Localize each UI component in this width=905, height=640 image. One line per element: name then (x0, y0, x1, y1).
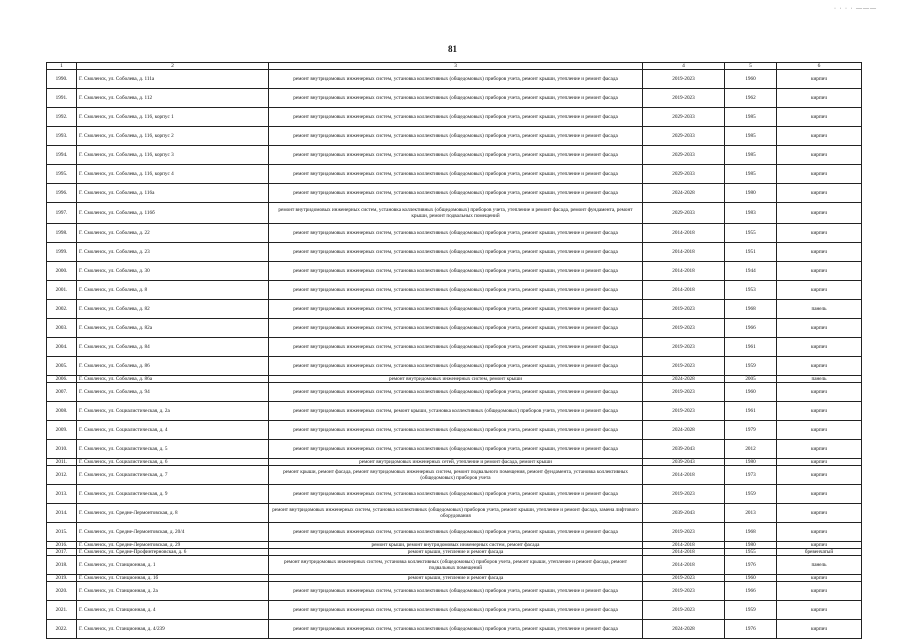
wall-material-cell: кирпич (777, 70, 862, 89)
work-type-cell: ремонт внутридомовых инженерных систем, установка коллективных (общедомовых) приборов учета, ремонт крыши, утепление и ремонт фасада (269, 146, 643, 165)
work-type-cell: ремонт внутридомовых инженерных систем, установка коллективных (общедомовых) приборов учета, ремонт крыши, утепление и ремонт фасада (269, 601, 643, 620)
year-built-cell: 1944 (725, 262, 777, 281)
table-row (47, 338, 862, 357)
address-cell: Г. Смоленск, ул. Станционная, д. 1б (77, 575, 269, 582)
work-type-cell: ремонт внутридомовых инженерных систем, установка коллективных (общедомовых) приборов учета, ремонт крыши, утепление и ремонт фасада (269, 300, 643, 319)
work-type-cell: ремонт крыши, ремонт внутридомовых инженерных систем, ремонт фасада (269, 542, 643, 549)
period-cell: 2014-2018 (643, 542, 725, 549)
row-number: 2014. (47, 504, 77, 523)
address-cell: Г. Смоленск, ул. Социалистическая, д. 6 (77, 459, 269, 466)
year-built-cell: 1966 (725, 582, 777, 601)
period-cell: 2014-2018 (643, 243, 725, 262)
table-row (47, 300, 862, 319)
year-built-cell: 1985 (725, 165, 777, 184)
table-row (47, 127, 862, 146)
row-number: 1998. (47, 224, 77, 243)
period-cell: 2024-2028 (643, 376, 725, 383)
table-row (47, 556, 862, 575)
work-type-cell: ремонт внутридомовых инженерных систем, установка коллективных (общедомовых) приборов учета, ремонт крыши, утепление и ремонт фасада (269, 224, 643, 243)
row-number: 2007. (47, 383, 77, 402)
table-row (47, 601, 862, 620)
work-type-cell: ремонт внутридомовых инженерных систем, установка коллективных (общедомовых) приборов учета, ремонт крыши, утепление и ремонт фасада (269, 523, 643, 542)
wall-material-cell: кирпич (777, 262, 862, 281)
work-type-cell: ремонт внутридомовых инженерных систем, установка коллективных (общедомовых) приборов учета, ремонт крыши, утепление и ремонт фасада (269, 281, 643, 300)
address-cell: Г. Смоленск, ул. Соболева, д. 82 (77, 300, 269, 319)
column-header: 3 (269, 63, 643, 70)
work-type-cell: ремонт внутридомовых инженерных систем, установка коллективных (общедомовых) приборов учета, ремонт крыши, утепление и ремонт фасада (269, 127, 643, 146)
year-built-cell: 1960 (725, 575, 777, 582)
table-row (47, 575, 862, 582)
column-header: 5 (725, 63, 777, 70)
year-built-cell: 1968 (725, 300, 777, 319)
table-row (47, 224, 862, 243)
period-cell: 2029-2033 (643, 127, 725, 146)
table-row (47, 262, 862, 281)
address-cell: Г. Смоленск, ул. Соболева, д. 82а (77, 319, 269, 338)
address-cell: Г. Смоленск, ул. Соболева, д. 116, корпус 4 (77, 165, 269, 184)
work-type-cell: ремонт внутридомовых инженерных систем, установка коллективных (общедомовых) приборов учета, ремонт крыши, утепление и ремонт фасада (269, 243, 643, 262)
row-number: 1992. (47, 108, 77, 127)
wall-material-cell: кирпич (777, 165, 862, 184)
table-row (47, 243, 862, 262)
row-number: 1995. (47, 165, 77, 184)
row-number: 1993. (47, 127, 77, 146)
year-built-cell: 1955 (725, 549, 777, 556)
address-cell: Г. Смоленск, ул. Соболева, д. 86а (77, 376, 269, 383)
year-built-cell: 1980 (725, 184, 777, 203)
year-built-cell: 1953 (725, 281, 777, 300)
work-type-cell: ремонт крыши, утепление и ремонт фасада (269, 549, 643, 556)
year-built-cell: 1985 (725, 127, 777, 146)
row-number: 2009. (47, 421, 77, 440)
address-cell: Г. Смоленск, ул. Соболева, д. 116а (77, 184, 269, 203)
column-header: 1 (47, 63, 77, 70)
address-cell: Г. Смоленск, ул. Соболева, д. 116, корпус 2 (77, 127, 269, 146)
address-cell: Г. Смоленск, ул. Социалистическая, д. 9 (77, 485, 269, 504)
year-built-cell: 1973 (725, 466, 777, 485)
year-built-cell: 1960 (725, 383, 777, 402)
wall-material-cell: панель (777, 376, 862, 383)
table-row (47, 549, 862, 556)
work-type-cell: ремонт внутридомовых инженерных систем, ремонт крыши (269, 376, 643, 383)
period-cell: 2024-2028 (643, 620, 725, 639)
year-built-cell: 1976 (725, 620, 777, 639)
wall-material-cell: кирпич (777, 459, 862, 466)
address-cell: Г. Смоленск, ул. Станционная, д. 2а (77, 582, 269, 601)
table-row (47, 357, 862, 376)
table-row (47, 620, 862, 639)
period-cell: 2019-2023 (643, 601, 725, 620)
table-row (47, 440, 862, 459)
work-type-cell: ремонт внутридомовых инженерных систем, ремонт крыши, установка коллективных (общедомовых) приборов учета, утепление и ремонт фасада (269, 402, 643, 421)
work-type-cell: ремонт внутридомовых инженерных систем, установка коллективных (общедомовых) приборов учета, ремонт крыши, утепление и ремонт фасада (269, 440, 643, 459)
address-cell: Г. Смоленск, ул. Соболева, д. 94 (77, 383, 269, 402)
year-built-cell: 1983 (725, 203, 777, 224)
wall-material-cell: кирпич (777, 338, 862, 357)
period-cell: 2024-2028 (643, 184, 725, 203)
year-built-cell: 1985 (725, 108, 777, 127)
wall-material-cell: кирпич (777, 108, 862, 127)
wall-material-cell: кирпич (777, 575, 862, 582)
period-cell: 2014-2018 (643, 466, 725, 485)
page-number: 81 (448, 44, 457, 54)
address-cell: Г. Смоленск, ул. Соболева, д. 23 (77, 243, 269, 262)
period-cell: 2029-2033 (643, 203, 725, 224)
wall-material-cell: кирпич (777, 203, 862, 224)
address-cell: Г. Смоленск, ул. Соболева, д. 8 (77, 281, 269, 300)
year-built-cell: 2005 (725, 376, 777, 383)
year-built-cell: 1955 (725, 224, 777, 243)
row-number: 2005. (47, 357, 77, 376)
wall-material-cell: кирпич (777, 146, 862, 165)
table-row (47, 504, 862, 523)
wall-material-cell: кирпич (777, 466, 862, 485)
year-built-cell: 1961 (725, 338, 777, 357)
header-row (47, 63, 862, 70)
year-built-cell: 1980 (725, 459, 777, 466)
wall-material-cell: кирпич (777, 357, 862, 376)
row-number: 2020. (47, 582, 77, 601)
row-number: 2017. (47, 549, 77, 556)
work-type-cell: ремонт внутридомовых инженерных систем, установка коллективных (общедомовых) приборов учета, ремонт крыши, утепление и ремонт фасада (269, 620, 643, 639)
table-row (47, 542, 862, 549)
row-number: 2010. (47, 440, 77, 459)
year-built-cell: 1960 (725, 70, 777, 89)
table-row (47, 146, 862, 165)
year-built-cell: 1966 (725, 319, 777, 338)
work-type-cell: ремонт внутридомовых инженерных систем, установка коллективных (общедомовых) приборов учета, ремонт крыши, утепление и ремонт фасада (269, 421, 643, 440)
wall-material-cell: кирпич (777, 319, 862, 338)
work-type-cell: ремонт внутридомовых инженерных систем, установка коллективных (общедомовых) приборов учета, ремонт крыши, утепление и ремонт фасада (269, 319, 643, 338)
table-row (47, 466, 862, 485)
work-type-cell: ремонт внутридомовых инженерных систем, установка коллективных (общедомовых) приборов учета, ремонт крыши, утепление и ремонт фасада (269, 184, 643, 203)
address-cell: Г. Смоленск, ул. Социалистическая, д. 5 (77, 440, 269, 459)
row-number: 1991. (47, 89, 77, 108)
row-number: 2012. (47, 466, 77, 485)
address-cell: Г. Смоленск, ул. Соболева, д. 111а (77, 70, 269, 89)
address-cell: Г. Смоленск, ул. Станционная, д. 1 (77, 556, 269, 575)
address-cell: Г. Смоленск, ул. Соболева, д. 30 (77, 262, 269, 281)
year-built-cell: 1980 (725, 542, 777, 549)
work-type-cell: ремонт внутридомовых инженерных систем, установка коллективных (общедомовых) приборов учета, ремонт крыши, утепление и ремонт фасада (269, 338, 643, 357)
work-type-cell: ремонт крыши, ремонт фасада, ремонт внутридомовых инженерных систем, ремонт подвального помещения, ремонт фундамента, установка коллективных (общедомовых) приборов учета (269, 466, 643, 485)
wall-material-cell: кирпич (777, 402, 862, 421)
address-cell: Г. Смоленск, ул. Станционная, д. 4 (77, 601, 269, 620)
period-cell: 2019-2023 (643, 319, 725, 338)
address-cell: Г. Смоленск, ул. Соболева, д. 116б (77, 203, 269, 224)
row-number: 2015. (47, 523, 77, 542)
address-cell: Г. Смоленск, ул. Социалистическая, д. 2а (77, 402, 269, 421)
address-cell: Г. Смоленск, ул. Средне-Профинтерновская, д. 6 (77, 549, 269, 556)
work-type-cell: ремонт внутридомовых инженерных систем, установка коллективных (общедомовых) приборов учета, ремонт крыши, утепление и ремонт фасада (269, 262, 643, 281)
wall-material-cell: кирпич (777, 485, 862, 504)
row-number: 2016. (47, 542, 77, 549)
table-row (47, 383, 862, 402)
row-number: 2019. (47, 575, 77, 582)
scan-marks: · · · · ——— (834, 6, 877, 12)
address-cell: Г. Смоленск, ул. Соболева, д. 112 (77, 89, 269, 108)
wall-material-cell: кирпич (777, 243, 862, 262)
period-cell: 2039-2043 (643, 504, 725, 523)
table-row (47, 485, 862, 504)
year-built-cell: 1979 (725, 421, 777, 440)
wall-material-cell: кирпич (777, 542, 862, 549)
period-cell: 2014-2018 (643, 262, 725, 281)
row-number: 1997. (47, 203, 77, 224)
address-cell: Г. Смоленск, ул. Соболева, д. 84 (77, 338, 269, 357)
year-built-cell: 1976 (725, 556, 777, 575)
year-built-cell: 2013 (725, 504, 777, 523)
year-built-cell: 2012 (725, 440, 777, 459)
period-cell: 2014-2018 (643, 549, 725, 556)
address-cell: Г. Смоленск, ул. Соболева, д. 22 (77, 224, 269, 243)
row-number: 1990. (47, 70, 77, 89)
wall-material-cell: кирпич (777, 281, 862, 300)
row-number: 2003. (47, 319, 77, 338)
column-header: 6 (777, 63, 862, 70)
housing-repair-table (46, 62, 862, 639)
table-row (47, 165, 862, 184)
work-type-cell: ремонт внутридомовых инженерных систем, установка коллективных (общедомовых) приборов учета, ремонт крыши, утепление и ремонт фасада (269, 165, 643, 184)
period-cell: 2039-2043 (643, 459, 725, 466)
row-number: 2022. (47, 620, 77, 639)
wall-material-cell: кирпич (777, 383, 862, 402)
address-cell: Г. Смоленск, ул. Соболева, д. 86 (77, 357, 269, 376)
address-cell: Г. Смоленск, ул. Соболева, д. 116, корпус 3 (77, 146, 269, 165)
row-number: 2011. (47, 459, 77, 466)
period-cell: 2019-2023 (643, 338, 725, 357)
period-cell: 2019-2023 (643, 89, 725, 108)
row-number: 2021. (47, 601, 77, 620)
wall-material-cell: панель (777, 300, 862, 319)
address-cell: Г. Смоленск, ул. Станционная, д. 4/239 (77, 620, 269, 639)
year-built-cell: 1959 (725, 357, 777, 376)
address-cell: Г. Смоленск, ул. Средне-Лермонтовская, д. 8 (77, 504, 269, 523)
row-number: 2013. (47, 485, 77, 504)
year-built-cell: 1959 (725, 601, 777, 620)
work-type-cell: ремонт внутридомовых инженерных систем, установка коллективных (общедомовых) приборов учета, ремонт крыши, утепление и ремонт фасада (269, 582, 643, 601)
period-cell: 2019-2023 (643, 582, 725, 601)
period-cell: 2019-2023 (643, 383, 725, 402)
table-row (47, 184, 862, 203)
work-type-cell: ремонт внутридомовых инженерных систем, установка коллективных (общедомовых) приборов учета, ремонт крыши, утепление и ремонт фасада (269, 357, 643, 376)
year-built-cell: 1985 (725, 146, 777, 165)
table-row (47, 319, 862, 338)
work-type-cell: ремонт внутридомовых инженерных систем, установка коллективных (общедомовых) приборов учета, ремонт крыши, утепление и ремонт фасада (269, 383, 643, 402)
wall-material-cell: кирпич (777, 440, 862, 459)
year-built-cell: 1968 (725, 523, 777, 542)
period-cell: 2019-2023 (643, 485, 725, 504)
address-cell: Г. Смоленск, ул. Средне-Лермонтовская, д. 29 (77, 542, 269, 549)
address-cell: Г. Смоленск, ул. Соболева, д. 116, корпус 1 (77, 108, 269, 127)
work-type-cell: ремонт внутридомовых инженерных систем, установка коллективных (общедомовых) приборов учета, ремонт крыши, утепление и ремонт фасада (269, 70, 643, 89)
period-cell: 2019-2023 (643, 70, 725, 89)
wall-material-cell: кирпич (777, 89, 862, 108)
table-row (47, 89, 862, 108)
row-number: 2006. (47, 376, 77, 383)
work-type-cell: ремонт внутридомовых инженерных сетей, утепление и ремонт фасада, ремонт крыши (269, 459, 643, 466)
table-row (47, 582, 862, 601)
row-number: 2002. (47, 300, 77, 319)
row-number: 2004. (47, 338, 77, 357)
row-number: 2018. (47, 556, 77, 575)
table-row (47, 402, 862, 421)
column-header: 2 (77, 63, 269, 70)
wall-material-cell: панель (777, 556, 862, 575)
work-type-cell: ремонт внутридомовых инженерных систем, установка коллективных (общедомовых) приборов учета, ремонт крыши, утепление и ремонт фасада, замена лифтового оборудования (269, 504, 643, 523)
period-cell: 2014-2018 (643, 556, 725, 575)
period-cell: 2019-2023 (643, 575, 725, 582)
wall-material-cell: кирпич (777, 620, 862, 639)
work-type-cell: ремонт крыши, утепление и ремонт фасада (269, 575, 643, 582)
period-cell: 2019-2023 (643, 357, 725, 376)
address-cell: Г. Смоленск, ул. Средне-Лермонтовская, д. 20/4 (77, 523, 269, 542)
period-cell: 2039-2043 (643, 440, 725, 459)
row-number: 1996. (47, 184, 77, 203)
work-type-cell: ремонт внутридомовых инженерных систем, установка коллективных (общедомовых) приборов учета, ремонт крыши, утепление и ремонт фасада, ремонт подвальных помещений (269, 556, 643, 575)
row-number: 2000. (47, 262, 77, 281)
row-number: 2001. (47, 281, 77, 300)
row-number: 1994. (47, 146, 77, 165)
work-type-cell: ремонт внутридомовых инженерных систем, установка коллективных (общедомовых) приборов учета, ремонт крыши, утепление и ремонт фасада (269, 485, 643, 504)
table-row (47, 376, 862, 383)
table-row (47, 459, 862, 466)
period-cell: 2019-2023 (643, 523, 725, 542)
column-header: 4 (643, 63, 725, 70)
year-built-cell: 1959 (725, 485, 777, 504)
table-row (47, 523, 862, 542)
row-number: 1999. (47, 243, 77, 262)
table-row (47, 108, 862, 127)
year-built-cell: 1962 (725, 89, 777, 108)
period-cell: 2014-2018 (643, 224, 725, 243)
wall-material-cell: кирпич (777, 127, 862, 146)
year-built-cell: 1961 (725, 402, 777, 421)
period-cell: 2029-2033 (643, 146, 725, 165)
wall-material-cell: кирпич (777, 523, 862, 542)
period-cell: 2029-2033 (643, 165, 725, 184)
wall-material-cell: кирпич (777, 601, 862, 620)
wall-material-cell: кирпич (777, 184, 862, 203)
period-cell: 2029-2033 (643, 108, 725, 127)
wall-material-cell: кирпич (777, 421, 862, 440)
wall-material-cell: кирпич (777, 504, 862, 523)
period-cell: 2019-2023 (643, 402, 725, 421)
table-row (47, 421, 862, 440)
table-row (47, 70, 862, 89)
wall-material-cell: кирпич (777, 582, 862, 601)
work-type-cell: ремонт внутридомовых инженерных систем, установка коллективных (общедомовых) приборов учета, ремонт крыши, утепление и ремонт фасада (269, 108, 643, 127)
work-type-cell: ремонт внутридомовых инженерных систем, установка коллективных (общедомовых) приборов учета, утепление и ремонт фасада, ремонт фундамента, ремонт крыши, ремонт подвальных помещений (269, 203, 643, 224)
row-number: 2008. (47, 402, 77, 421)
work-type-cell: ремонт внутридомовых инженерных систем, установка коллективных (общедомовых) приборов учета, ремонт крыши, утепление и ремонт фасада (269, 89, 643, 108)
wall-material-cell: кирпич (777, 224, 862, 243)
wall-material-cell: бревенчатый (777, 549, 862, 556)
address-cell: Г. Смоленск, ул. Социалистическая, д. 7 (77, 466, 269, 485)
period-cell: 2014-2018 (643, 281, 725, 300)
year-built-cell: 1951 (725, 243, 777, 262)
period-cell: 2024-2028 (643, 421, 725, 440)
period-cell: 2019-2023 (643, 300, 725, 319)
table-row (47, 203, 862, 224)
address-cell: Г. Смоленск, ул. Социалистическая, д. 4 (77, 421, 269, 440)
table-row (47, 281, 862, 300)
